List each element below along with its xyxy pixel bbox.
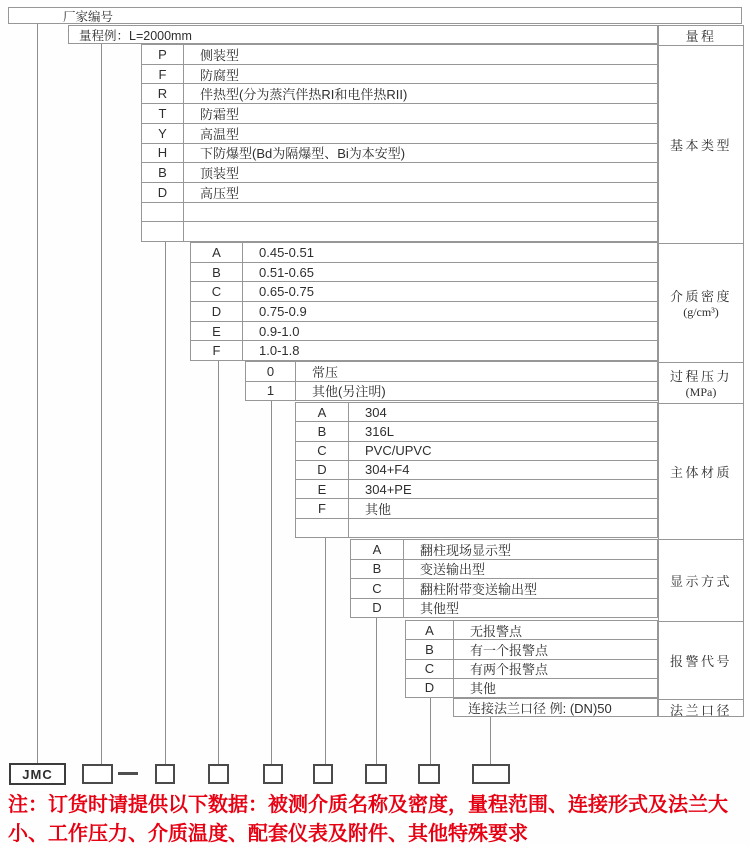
option-code: T (142, 104, 184, 123)
manufacturer-row (8, 7, 742, 24)
option-row (246, 381, 657, 401)
option-row (142, 182, 657, 202)
option-label: 304+F4 (365, 462, 410, 478)
category-cell-range: 量程 (685, 29, 717, 44)
option-code: A (296, 403, 349, 421)
option-code (296, 519, 349, 537)
option-code: C (296, 442, 349, 460)
option-label (184, 222, 200, 241)
connector-line (37, 24, 38, 764)
separator-dash (118, 772, 138, 775)
flange-size-label: 连接法兰口径 例: (DN)50 (468, 701, 612, 716)
option-label: 有一个报警点 (470, 642, 549, 658)
option-row (406, 639, 657, 658)
option-code: D (296, 461, 349, 479)
option-label: 0.9-1.0 (259, 323, 300, 339)
option-label: 下防爆型(Bd为隔爆型、Bi为本安型) (200, 146, 406, 162)
option-row (142, 123, 657, 143)
code-box-range (82, 764, 113, 784)
code-box-material (313, 764, 333, 784)
option-code (142, 222, 184, 241)
option-code: A (351, 540, 404, 559)
option-label (184, 203, 200, 222)
option-label: 无报警点 (470, 623, 523, 639)
option-label: 高温型 (200, 126, 240, 142)
option-code: B (406, 640, 454, 658)
category-cell-pressure: 过程压力 (MPa) (659, 362, 743, 403)
pressure-block (245, 361, 658, 401)
model-prefix-box (9, 763, 66, 785)
category-label-column (658, 25, 744, 717)
material-block (295, 402, 658, 538)
option-code: D (191, 302, 243, 321)
option-code: E (191, 322, 243, 341)
basic-type-block (141, 44, 658, 242)
option-label: 0.45-0.51 (259, 244, 314, 260)
option-row (406, 621, 657, 639)
option-label: 1.0-1.8 (259, 343, 300, 359)
option-label: 其他 (470, 681, 497, 697)
option-code: 1 (246, 382, 296, 401)
category-cell-flange: 法兰口径 (659, 699, 743, 719)
connector-line (376, 618, 377, 764)
connector-line (101, 44, 102, 764)
connector-line (490, 717, 491, 764)
option-row (191, 301, 657, 321)
option-row (296, 441, 657, 460)
option-label: 顶装型 (200, 166, 240, 182)
category-cell-display: 显示方式 (659, 539, 743, 621)
option-row (351, 598, 657, 618)
option-code: B (142, 163, 184, 182)
category-cell-alarm: 报警代号 (659, 621, 743, 699)
option-code: B (296, 422, 349, 440)
option-code: D (142, 183, 184, 202)
option-label: 其他 (365, 502, 392, 518)
option-row (296, 479, 657, 498)
code-box-pressure (263, 764, 283, 784)
option-row (296, 460, 657, 479)
category-cell-density: 介质密度 (g/cm³) (659, 243, 743, 362)
option-row (296, 421, 657, 440)
model-prefix-label: JMC (22, 766, 53, 782)
option-row (142, 221, 657, 241)
display-mode-block (350, 539, 658, 618)
density-block (190, 242, 658, 361)
option-code: P (142, 45, 184, 64)
option-code: D (406, 679, 454, 697)
code-box-basic-type (155, 764, 175, 784)
category-cell-material: 主体材质 (659, 403, 743, 539)
option-row (191, 321, 657, 341)
option-code: 0 (246, 362, 296, 381)
option-label: 变送输出型 (420, 562, 486, 578)
option-row (296, 518, 657, 537)
option-label: 0.65-0.75 (259, 284, 314, 300)
option-label: 316L (365, 423, 394, 439)
flange-size-row (453, 698, 658, 717)
option-label: 0.51-0.65 (259, 264, 314, 280)
connector-line (271, 401, 272, 764)
option-label (349, 519, 365, 537)
option-label: 有两个报警点 (470, 662, 549, 678)
option-label: 伴热型(分为蒸汽伴热RI和电伴热RII) (200, 87, 408, 103)
option-code: C (191, 282, 243, 301)
range-example-label: 量程例：L=2000mm (79, 28, 192, 43)
connector-line (430, 698, 431, 764)
code-box-alarm (418, 764, 440, 784)
alarm-code-block (405, 620, 658, 698)
option-code: H (142, 144, 184, 163)
connector-line (325, 538, 326, 764)
option-label: 常压 (312, 364, 339, 380)
option-row (296, 498, 657, 517)
option-code: D (351, 599, 404, 618)
option-label: 翻柱现场显示型 (420, 542, 512, 558)
option-row (191, 243, 657, 262)
option-row (142, 202, 657, 222)
option-label: 304+PE (365, 481, 412, 497)
option-code: F (191, 341, 243, 360)
connector-line (165, 242, 166, 764)
option-code: F (296, 499, 349, 517)
option-row (351, 540, 657, 559)
option-label: 侧装型 (200, 47, 240, 63)
option-code: C (351, 579, 404, 598)
option-label: 304 (365, 404, 387, 420)
option-row (351, 559, 657, 579)
option-code: E (296, 480, 349, 498)
option-code: A (191, 243, 243, 262)
option-row (351, 578, 657, 598)
range-row (68, 25, 658, 44)
option-label: 防腐型 (200, 67, 240, 83)
option-row (142, 103, 657, 123)
option-row (142, 83, 657, 103)
option-row (246, 362, 657, 381)
option-label: PVC/UPVC (365, 443, 432, 459)
code-box-display (365, 764, 387, 784)
code-box-flange (472, 764, 510, 784)
option-code: A (406, 621, 454, 639)
option-row (142, 162, 657, 182)
option-row (191, 340, 657, 360)
connector-line (218, 361, 219, 764)
option-label: 其他型 (420, 601, 460, 617)
category-cell-basic-type: 基本类型 (659, 45, 743, 243)
option-row (142, 45, 657, 64)
option-code (142, 203, 184, 222)
code-box-density (208, 764, 229, 784)
option-label: 翻柱附带变送输出型 (420, 581, 538, 597)
option-label: 高压型 (200, 185, 240, 201)
option-row (191, 262, 657, 282)
option-row (296, 403, 657, 421)
option-label: 防霜型 (200, 106, 240, 122)
option-row (406, 659, 657, 678)
option-row (406, 678, 657, 697)
option-label: 0.75-0.9 (259, 303, 307, 319)
option-code: Y (142, 124, 184, 143)
option-row (191, 281, 657, 301)
option-row (142, 143, 657, 163)
option-code: R (142, 84, 184, 103)
manufacturer-label: 厂家编号 (63, 9, 114, 24)
option-code: F (142, 65, 184, 84)
order-note: 注：订货时请提供以下数据：被测介质名称及密度，量程范围、连接形式及法兰大小、工作压力、介质温度、配套仪表及附件、其他特殊要求 (8, 794, 728, 845)
option-code: B (351, 560, 404, 579)
option-row (142, 64, 657, 84)
option-label: 其他(另注明) (312, 384, 386, 400)
option-code: B (191, 263, 243, 282)
option-code: C (406, 660, 454, 678)
